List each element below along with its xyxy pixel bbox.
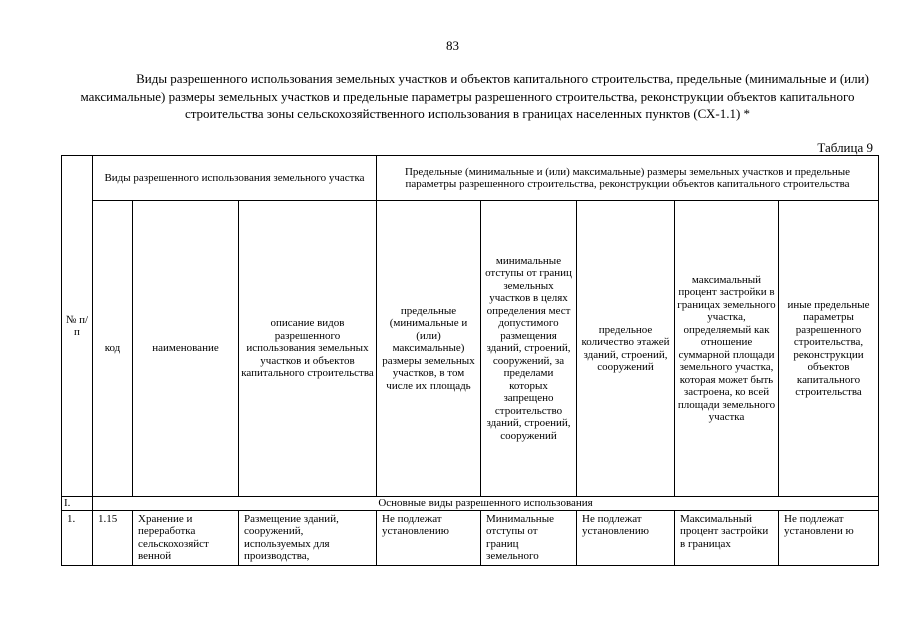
row-name: Хранение и переработка сельскохозяйст венной: [133, 510, 239, 565]
page-number: 83: [446, 38, 459, 53]
table-label: Таблица 9: [817, 140, 873, 155]
header-code: код: [93, 201, 133, 497]
header-setbacks: минимальные отступы от границ земельных участков в целях определения мест допустимого размещения зданий, строений, сооружений, за пределами которых запрещено строительство зданий, строений, сооружений: [481, 201, 577, 497]
header-number: № п/п: [62, 156, 93, 497]
header-row-columns: [62, 201, 879, 497]
header-other: иные предельные параметры разрешенного строительства, реконструкции объектов капитального строительства: [779, 201, 879, 497]
header-group-permitted-use: Виды разрешенного использования земельного участка: [93, 156, 377, 201]
section-row: [62, 497, 879, 511]
row-plot-size: Не подлежат установлению: [377, 510, 481, 565]
header-coverage: максимальный процент застройки в границах земельного участка, определяемый как отношение суммарной площади земельного участка, которая может быть застроена, ко всей площади земельного участка: [675, 201, 779, 497]
row-floors: Не подлежат установлению: [577, 510, 675, 565]
section-title: Основные виды разрешенного использования: [93, 497, 879, 511]
header-group-parameters: Предельные (минимальные и (или) максимальные) размеры земельных участков и предельные параметры разрешенного строительства, реконструкции объектов капитального строительства: [377, 156, 879, 201]
row-setbacks: Минимальные отступы от границ земельного: [481, 510, 577, 565]
header-floors: предельное количество этажей зданий, строений, сооружений: [577, 201, 675, 497]
table-row: [62, 510, 879, 565]
document-title: [60, 70, 875, 123]
header-name: наименование: [133, 201, 239, 497]
section-number: I.: [62, 497, 93, 511]
header-row-group: [62, 156, 879, 201]
document-title-text: Виды разрешенного использования земельных участков и объектов капитального строительства, предельные (минимальные и (или) максимальные) размеры земельных участков и предельные параметры разрешенного строительства, реконструкции объектов капитального строительства зоны сельскохозяйственного использования в границах населенных пунктов (СХ-1.1) *: [80, 71, 869, 121]
row-coverage: Максимальный процент застройки в границах: [675, 510, 779, 565]
row-other: Не подлежат установлени ю: [779, 510, 879, 565]
row-description: Размещение зданий, сооружений, используемых для производства,: [239, 510, 377, 565]
header-description: описание видов разрешенного использования земельных участков и объектов капитального строительства: [239, 201, 377, 497]
regulations-table: [61, 155, 879, 566]
row-number: 1.: [62, 510, 93, 565]
header-plot-size: предельные (минимальные и (или) максимальные) размеры земельных участков, в том числе их площадь: [377, 201, 481, 497]
row-code: 1.15: [93, 510, 133, 565]
